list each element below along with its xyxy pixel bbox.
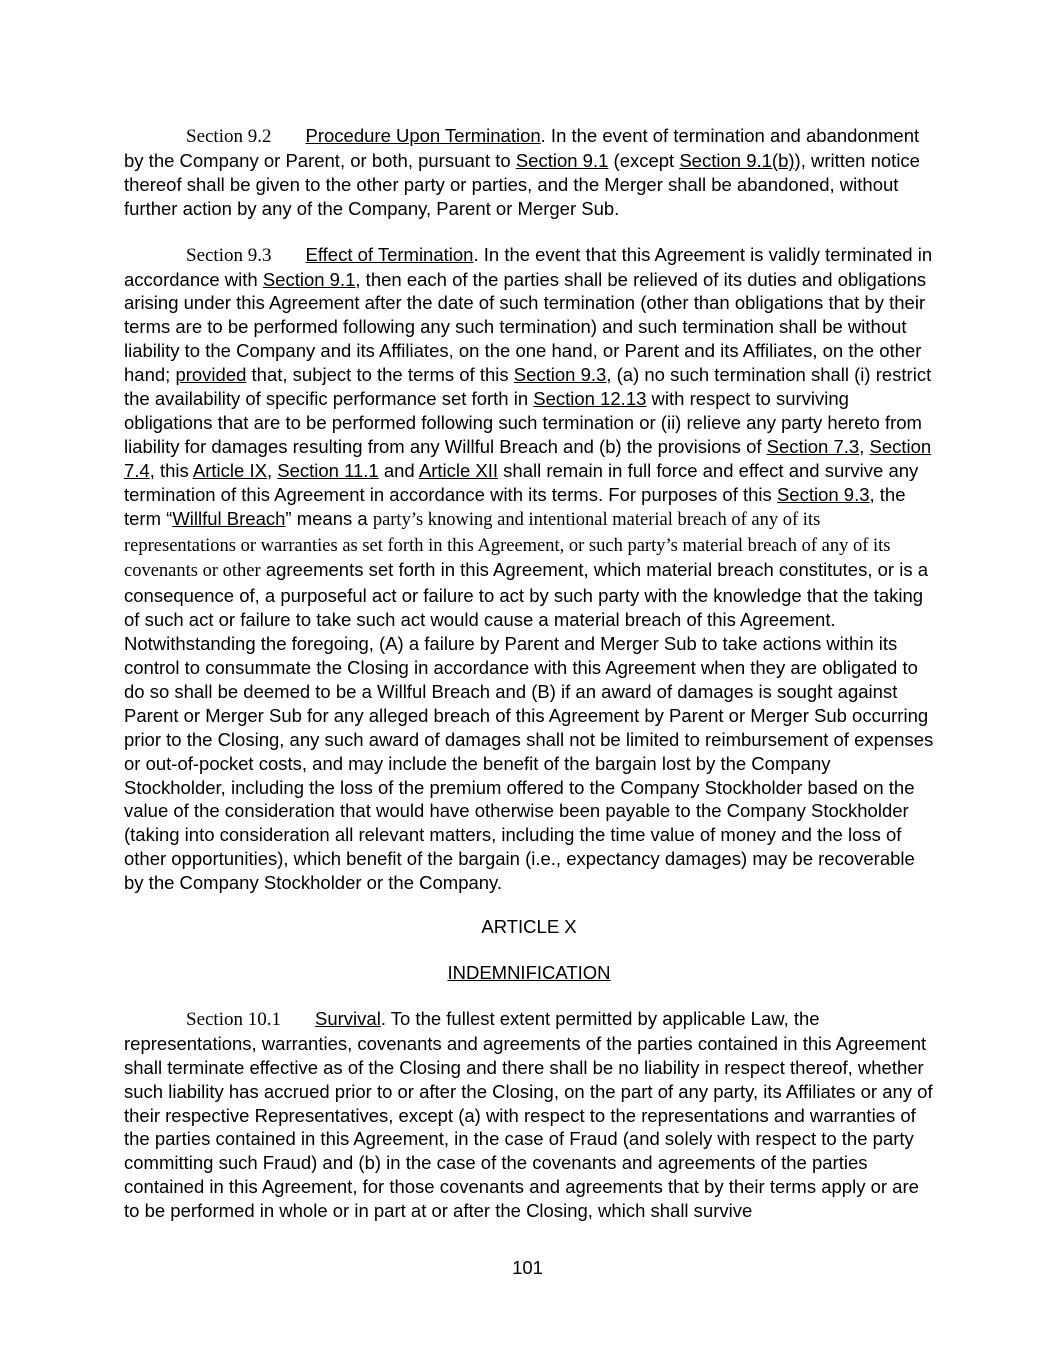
body-text: , (a) no such termination shall (i) restrict the availability of specific performance set forth in	[124, 364, 932, 410]
body-text: ,	[266, 459, 278, 481]
section-title: Effect of Termination	[305, 243, 474, 265]
cross-reference-link[interactable]: Article IX	[192, 459, 267, 481]
body-text: . To the fullest extent permitted by applicable Law, the representations, warranties, covenants and agreements of the parties contained in this Agreement shall terminate effective as of the Closing and there shall be no liability in respect thereof, whether such liability has accrued prior to or after the Closing, on the part of any party, its Affiliates or any of their respective Representatives, except (a) with respect to the representations and warranties of the parties contained in this Agreement, in the case of Fraud (and solely with respect to the party committing such Fraud) and (b) in the case of the covenants and agreements of the parties contained in this Agreement, for those covenants and agreements that by their terms apply or are to be performed in whole or in part at or after the Closing, which shall survive	[124, 1007, 933, 1222]
body-text: shall remain in full force and effect and survive any termination of this Agreement in accordance with its terms. For purposes of this	[124, 459, 919, 505]
body-text: with respect to surviving obligations that are to be performed following such termination or (ii) relieve any party hereto from liability for damages resulting from any Willful Breach and (b) the provisions of	[124, 388, 922, 457]
cross-reference-link[interactable]: Section 7.3	[766, 435, 860, 457]
cross-reference-link[interactable]: Section 7.4	[124, 435, 932, 481]
defined-term: Willful Breach	[172, 507, 286, 529]
page-number: 101	[512, 1257, 543, 1278]
section-title: Survival	[315, 1007, 381, 1029]
body-text: , then each of the parties shall be relieved of its duties and obligations arising under this Agreement after the date of such termination (other than obligations that by their terms are to be performed following any such termination) and such termination shall be without liability to the Company and its Affiliates, on the one hand, or Parent and its Affiliates, on the other hand;	[124, 268, 927, 386]
cross-reference-link[interactable]: Section 9.1	[262, 268, 356, 290]
article-title	[124, 961, 934, 985]
body-text: agreements set forth in this Agreement, which material breach constitutes, or is a consequence of, a purposeful act or failure to act by such party with the knowledge that the taking of such act or failure to take such act would cause a material breach of this Agreement. Notwithstanding the foregoing, (A) a failure by Parent and Merger Sub to take actions within its control to consummate the Closing in accordance with this Agreement when they are obligated to do so shall be deemed to be a Willful Breach and (B) if an award of damages is sought against Parent or Merger Sub for any alleged breach of this Agreement by Parent or Merger Sub occurring prior to the Closing, any such award of damages shall not be limited to reimbursement of expenses or out-of-pocket costs, and may include the benefit of the bargain lost by the Company Stockholder, including the loss of the premium offered to the Company Stockholder based on the value of the consideration that would have otherwise been payable to the Company Stockholder (taking into consideration all relevant matters, including the time value of money and the loss of other opportunities), which benefit of the bargain (i.e., expectancy damages) may be recoverable by the Company Stockholder or the Company.	[124, 559, 934, 894]
section-9-2-paragraph	[124, 124, 934, 221]
body-text: . In the event that this Agreement is validly terminated in accordance with	[124, 243, 933, 290]
cross-reference-link[interactable]: Article XII	[418, 459, 499, 481]
section-9-3-paragraph	[124, 243, 934, 895]
body-text: ,	[859, 435, 870, 457]
article-heading: ARTICLE X	[481, 916, 577, 938]
body-text: (except	[608, 149, 680, 171]
body-text: ), written notice thereof shall be given to the other party or parties, and the Merger shall be abandoned, without further action by any of the Company, Parent or Merger Sub.	[124, 149, 920, 219]
article-title-text: INDEMNIFICATION	[447, 962, 611, 983]
cross-reference-link[interactable]: Section 9.3	[776, 483, 870, 505]
cross-reference-link[interactable]: Section 9.1	[515, 149, 609, 171]
section-number: Section 9.3	[186, 244, 272, 266]
document-page	[124, 124, 934, 1223]
body-text: that, subject to the terms of this	[246, 364, 514, 386]
body-text: ” means a	[285, 507, 373, 529]
section-10-1-paragraph	[124, 1007, 934, 1223]
body-text: and	[378, 459, 419, 481]
cross-reference-link[interactable]: Section 9.1(b)	[679, 149, 795, 171]
cross-reference-link[interactable]: Section 9.3	[513, 364, 607, 386]
provided-term: provided	[175, 364, 247, 386]
cross-reference-link[interactable]: Section 11.1	[277, 459, 379, 481]
body-text: , this	[149, 459, 193, 481]
section-title: Procedure Upon Termination	[305, 125, 541, 146]
section-number: Section 10.1	[186, 1008, 281, 1030]
cross-reference-link[interactable]: Section 12.13	[533, 388, 647, 410]
definition-text: party’s knowing and intentional material breach of any of its representations or warranties as set forth in this Agreement, or such party’s material breach of any of its covenants or other	[124, 509, 891, 582]
body-text: , the term “	[124, 483, 906, 529]
body-text: . In the event of termination and abandonment by the Company or Parent, or both, pursuant to	[124, 125, 920, 171]
section-number: Section 9.2	[186, 126, 272, 147]
